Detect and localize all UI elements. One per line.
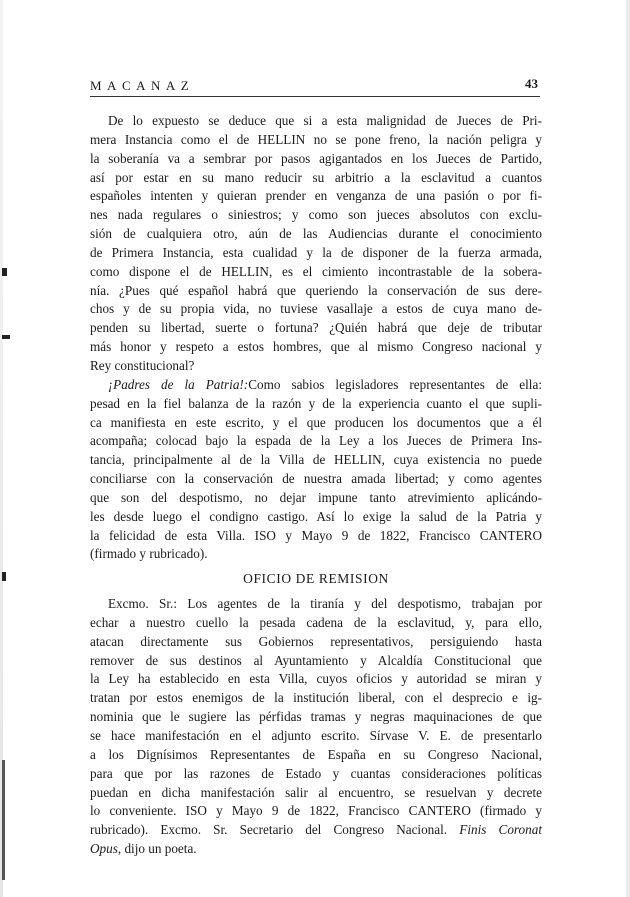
text-line: [90, 821, 542, 840]
text-line: acompaña; colocad bajo la espada de la Ley a los Jueces de Primera Ins-: [90, 433, 542, 449]
running-title: MACANAZ: [90, 78, 195, 93]
text-run: Como sabios legisladores representantes de ella:: [248, 376, 542, 392]
text-line: Rey constitucional?: [90, 357, 195, 373]
text-run: rubricado). Excmo. Sr. Secretario del Congreso Nacional.: [90, 822, 448, 838]
margin-mark: [2, 760, 5, 880]
page-body: [90, 112, 542, 859]
text-line: lo conveniente. ISO y Mayo 9 de 1822, Francisco CANTERO (firmado y: [90, 803, 542, 819]
text-line: conciliarse con la conservación de nuestra amada libertad; y como agentes: [90, 471, 542, 487]
text-line: como dispone el de HELLIN, es el cimiento incontrastable de la sobera-: [90, 263, 542, 279]
text-line: echar a nuestro cuello la pesada cadena de la esclavitud, y, para ello,: [90, 614, 542, 630]
scan-right-edge: [626, 0, 630, 897]
text-line: pesad en la fiel balanza de la razón y de la experiencia cuanto el que supli-: [90, 395, 542, 411]
text-line: mera Instancia como el de HELLIN no se pone freno, la nación peligra y: [90, 131, 542, 147]
text-line: De lo expuesto se deduce que si a esta malignidad de Jueces de Pri-: [108, 113, 542, 128]
page-number: 43: [525, 76, 538, 91]
text-line: a los Dignísimos Representantes de España en su Congreso Nacional,: [90, 746, 542, 762]
text-line: [90, 840, 542, 859]
text-line: de Primera Instancia, esta cualidad y la de disponer de la fuerza armada,: [90, 244, 542, 260]
text-line: tancia, principalmente al de la Villa de HELLIN, cuya existencia no puede: [90, 452, 542, 468]
margin-mark: [2, 335, 10, 339]
text-line: para que por las razones de Estado y cuantas consideraciones políticas: [90, 765, 542, 781]
paragraph-1: [90, 112, 542, 376]
text-line: ca manifiesta en este escrito, y el que producen los documentos que a él: [90, 414, 542, 430]
text-line: atacan directamente sus Gobiernos representativos, persiguiendo hasta: [90, 633, 542, 649]
text-line: más honor y respeto a estos hombres, que al mismo Congreso nacional y: [90, 339, 542, 355]
text-line: se hace manifestación en el adjunto escrito. Sírvase V. E. de presentarlo: [90, 728, 542, 743]
page-header: [90, 78, 540, 100]
italic-latin-word: Opus: [90, 841, 118, 857]
text-line: chos y de su propia vida, no tuviese vasallaje a estos de cuya mano de-: [90, 301, 542, 317]
text-line: (firmado y rubricado).: [90, 546, 208, 562]
text-line: españoles intenten y quieran prender en venganza de una pasión o por fi-: [90, 188, 542, 204]
paragraph-3: [90, 595, 542, 859]
paragraph-2: [90, 376, 542, 564]
text-line: Excmo. Sr.: Los agentes de la tiranía y del despotismo, trabajan por: [108, 596, 542, 612]
text-line: nominia que le sugiere las pérfidas tramas y negras maquinaciones de que: [90, 709, 542, 725]
text-line: sión de cualquiera otro, aún de las Audiencias durante el conocimiento: [90, 226, 542, 242]
text-line: que son del despotismo, no dejar impune tanto atrevimiento aplicándo-: [90, 489, 542, 505]
margin-mark: [2, 268, 7, 276]
margin-mark: [2, 572, 6, 581]
text-line: [90, 376, 542, 395]
text-line: tratan por estos enemigos de la institución liberal, con el desprecio e ig-: [90, 690, 542, 706]
text-line: les desde luego el condigno castigo. Así lo exige la salud de la Patria y: [90, 508, 542, 524]
text-line: la Ley ha establecido en esta Villa, cuyos oficios y autoridad se miran y: [90, 671, 542, 687]
section-heading: OFICIO DE REMISION: [243, 571, 389, 587]
text-line: la felicidad de esta Villa. ISO y Mayo 9 de 1822, Francisco CANTERO: [90, 527, 542, 543]
italic-invocation: ¡Padres de la Patria!:: [108, 376, 249, 392]
text-run: , dijo un poeta.: [117, 841, 197, 857]
text-line: puedan en dicha manifestación salir al encuentro, se resuelvan y decrete: [90, 784, 542, 800]
text-line: la soberanía va a sembrar por pasos agigantados en los Jueces de Partido,: [90, 150, 542, 166]
text-line: penden su libertad, suerte o fortuna? ¿Quién habrá que deje de tributar: [90, 320, 542, 336]
text-line: así por estar en su mano reducir su arbitrio a la esclavitud a cuantos: [90, 169, 542, 185]
header-rule: [90, 96, 540, 97]
text-line: nes nada regulares o siniestros; y como son jueces absolutos con exclu-: [90, 207, 542, 223]
text-line: nía. ¿Pues qué español habrá que queriendo la conservación de sus dere-: [90, 282, 542, 298]
text-line: remover de sus destinos al Ayuntamiento y Alcaldía Constitucional que: [90, 652, 542, 668]
italic-latin-phrase: Finis Coronat: [459, 822, 543, 838]
